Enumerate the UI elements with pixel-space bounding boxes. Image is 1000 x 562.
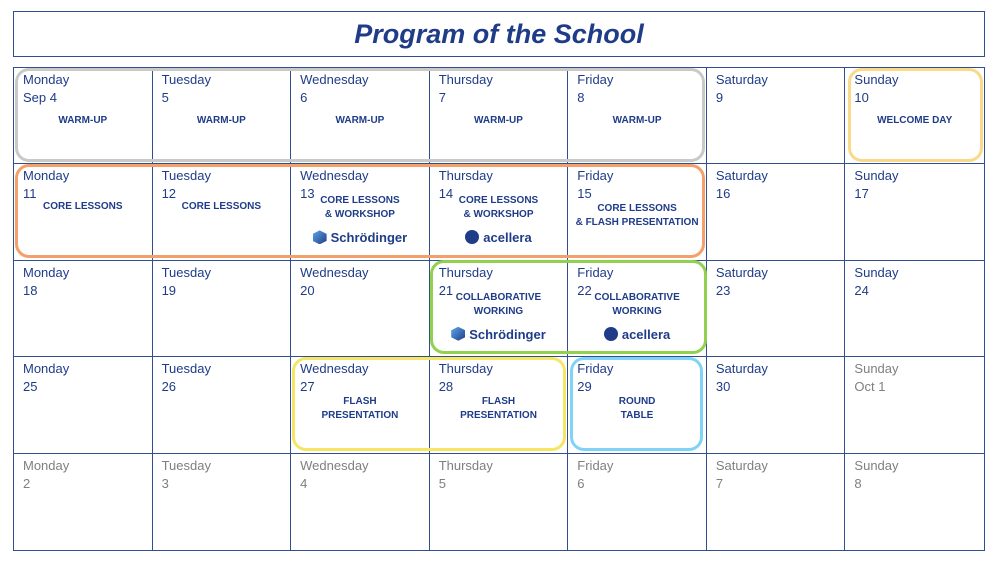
event-label: CORE LESSONS & WORKSHOP xyxy=(320,195,400,221)
day-number: 7 xyxy=(715,475,724,491)
calendar-cell xyxy=(845,164,984,260)
calendar-cell xyxy=(291,164,430,260)
calendar-grid xyxy=(13,67,985,551)
day-number: 8 xyxy=(577,90,585,105)
day-number: 8 xyxy=(854,475,862,491)
calendar-cell xyxy=(845,68,984,164)
day-number: 13 xyxy=(300,186,315,202)
day-name: Sunday xyxy=(854,72,899,87)
acellera-logo: acellera xyxy=(568,327,706,342)
day-name: Tuesday xyxy=(161,361,211,377)
day-name: Friday xyxy=(577,457,614,473)
day-number: 16 xyxy=(715,186,731,202)
event-label: CORE LESSONS xyxy=(43,201,123,213)
day-name: Saturday xyxy=(715,361,768,377)
day-name: Wednesday xyxy=(300,72,369,87)
day-name: Thursday xyxy=(438,457,493,473)
day-name: Sunday xyxy=(854,264,899,280)
day-name: Thursday xyxy=(438,168,493,184)
day-number: 11 xyxy=(23,186,37,202)
day-name: Monday xyxy=(23,168,70,184)
title-box xyxy=(13,11,985,57)
day-number: 21 xyxy=(438,282,454,298)
event-label: CORE LESSONS & WORKSHOP xyxy=(458,195,539,221)
event-label: WARM-UP xyxy=(58,115,108,126)
event-label: WARM-UP xyxy=(335,115,385,126)
calendar-cell xyxy=(14,261,153,357)
day-number: 7 xyxy=(438,90,446,105)
day-name: Wednesday xyxy=(300,264,369,280)
day-name: Tuesday xyxy=(161,457,211,473)
event-label: COLLABORATIVE WORKING xyxy=(455,291,542,317)
day-name: Thursday xyxy=(438,361,493,377)
calendar-cell xyxy=(430,357,569,453)
day-name: Monday xyxy=(23,457,70,473)
event-label: WARM-UP xyxy=(196,115,246,126)
day-number: 28 xyxy=(438,379,454,395)
calendar-cell xyxy=(291,68,430,164)
day-number: 26 xyxy=(161,379,177,395)
day-number: 9 xyxy=(715,90,724,105)
calendar-cell xyxy=(14,357,153,453)
day-number: 4 xyxy=(300,475,308,491)
day-name: Wednesday xyxy=(300,168,369,184)
day-number: 6 xyxy=(300,90,308,105)
day-name: Friday xyxy=(577,168,614,184)
calendar-cell xyxy=(568,261,707,357)
day-number: 25 xyxy=(23,379,38,395)
day-number: 5 xyxy=(438,475,446,491)
calendar-cell xyxy=(430,164,569,260)
day-number: 23 xyxy=(715,282,731,298)
calendar-cell xyxy=(153,454,292,550)
calendar-cell xyxy=(291,357,430,453)
day-number: 12 xyxy=(161,186,177,202)
calendar-cell xyxy=(14,164,153,260)
calendar-cell xyxy=(707,164,846,260)
day-name: Saturday xyxy=(715,168,768,184)
day-number: 6 xyxy=(577,475,585,491)
event-label: CORE LESSONS & FLASH PRESENTATION xyxy=(575,203,699,229)
day-name: Friday xyxy=(577,72,614,87)
event-label: ROUND TABLE xyxy=(618,396,656,422)
calendar-cell xyxy=(153,164,292,260)
day-name: Sunday xyxy=(854,361,899,377)
day-name: Tuesday xyxy=(161,168,211,184)
calendar-cell xyxy=(291,454,430,550)
calendar-cell xyxy=(845,454,984,550)
calendar-cell xyxy=(568,68,707,164)
event-label: FLASH PRESENTATION xyxy=(460,396,537,422)
calendar-cell xyxy=(430,454,569,550)
day-number: 14 xyxy=(438,186,454,202)
calendar-cell xyxy=(845,357,984,453)
calendar-cell xyxy=(153,68,292,164)
event-label: WARM-UP xyxy=(474,115,523,126)
day-number: 27 xyxy=(300,379,315,395)
day-number: 19 xyxy=(161,282,177,298)
calendar-cell xyxy=(153,261,292,357)
day-name: Thursday xyxy=(438,72,493,87)
day-number: 30 xyxy=(715,379,731,395)
day-name: Saturday xyxy=(715,72,768,87)
schrodinger-logo: Schrödinger xyxy=(291,230,429,245)
day-number: 5 xyxy=(161,90,169,105)
day-name: Monday xyxy=(23,264,70,280)
day-name: Friday xyxy=(577,361,614,377)
calendar-cell xyxy=(14,454,153,550)
event-label: FLASH PRESENTATION xyxy=(321,396,399,422)
event-label: CORE LESSONS xyxy=(181,201,262,213)
day-name: Wednesday xyxy=(300,457,369,473)
calendar-cell xyxy=(707,261,846,357)
event-label: COLLABORATIVE WORKING xyxy=(594,291,680,317)
calendar-cell xyxy=(14,68,153,164)
day-number: 24 xyxy=(854,282,869,298)
calendar-cell xyxy=(845,261,984,357)
calendar-cell xyxy=(430,68,569,164)
day-number: 20 xyxy=(300,282,315,298)
day-number: 15 xyxy=(577,186,592,202)
day-number: Sep 4 xyxy=(23,90,57,105)
schrodinger-logo: Schrödinger xyxy=(430,327,568,342)
day-name: Monday xyxy=(23,72,70,87)
day-name: Saturday xyxy=(715,264,768,280)
calendar-cell xyxy=(568,164,707,260)
calendar-cell xyxy=(153,357,292,453)
day-number: 22 xyxy=(577,282,592,298)
day-name: Thursday xyxy=(438,264,493,280)
day-name: Monday xyxy=(23,361,70,377)
calendar-cell xyxy=(707,68,846,164)
day-number: Oct 1 xyxy=(854,379,886,395)
calendar-cell xyxy=(291,261,430,357)
day-number: 2 xyxy=(23,475,31,491)
calendar-cell xyxy=(707,357,846,453)
calendar-cell xyxy=(430,261,569,357)
calendar-cell xyxy=(568,357,707,453)
day-number: 18 xyxy=(23,282,38,298)
event-label: WELCOME DAY xyxy=(877,115,953,126)
day-number: 29 xyxy=(577,379,592,395)
day-name: Saturday xyxy=(715,457,768,473)
day-name: Sunday xyxy=(854,168,899,184)
day-name: Sunday xyxy=(854,457,899,473)
acellera-logo: acellera xyxy=(430,230,568,245)
page-title: Program of the School xyxy=(354,18,644,49)
day-name: Friday xyxy=(577,264,614,280)
day-name: Tuesday xyxy=(161,72,211,87)
day-name: Tuesday xyxy=(161,264,211,280)
day-name: Wednesday xyxy=(300,361,369,377)
day-number: 10 xyxy=(854,90,869,105)
event-label: WARM-UP xyxy=(612,115,662,126)
day-number: 17 xyxy=(854,186,869,202)
day-number: 3 xyxy=(161,475,169,491)
calendar-cell xyxy=(568,454,707,550)
calendar-cell xyxy=(707,454,846,550)
